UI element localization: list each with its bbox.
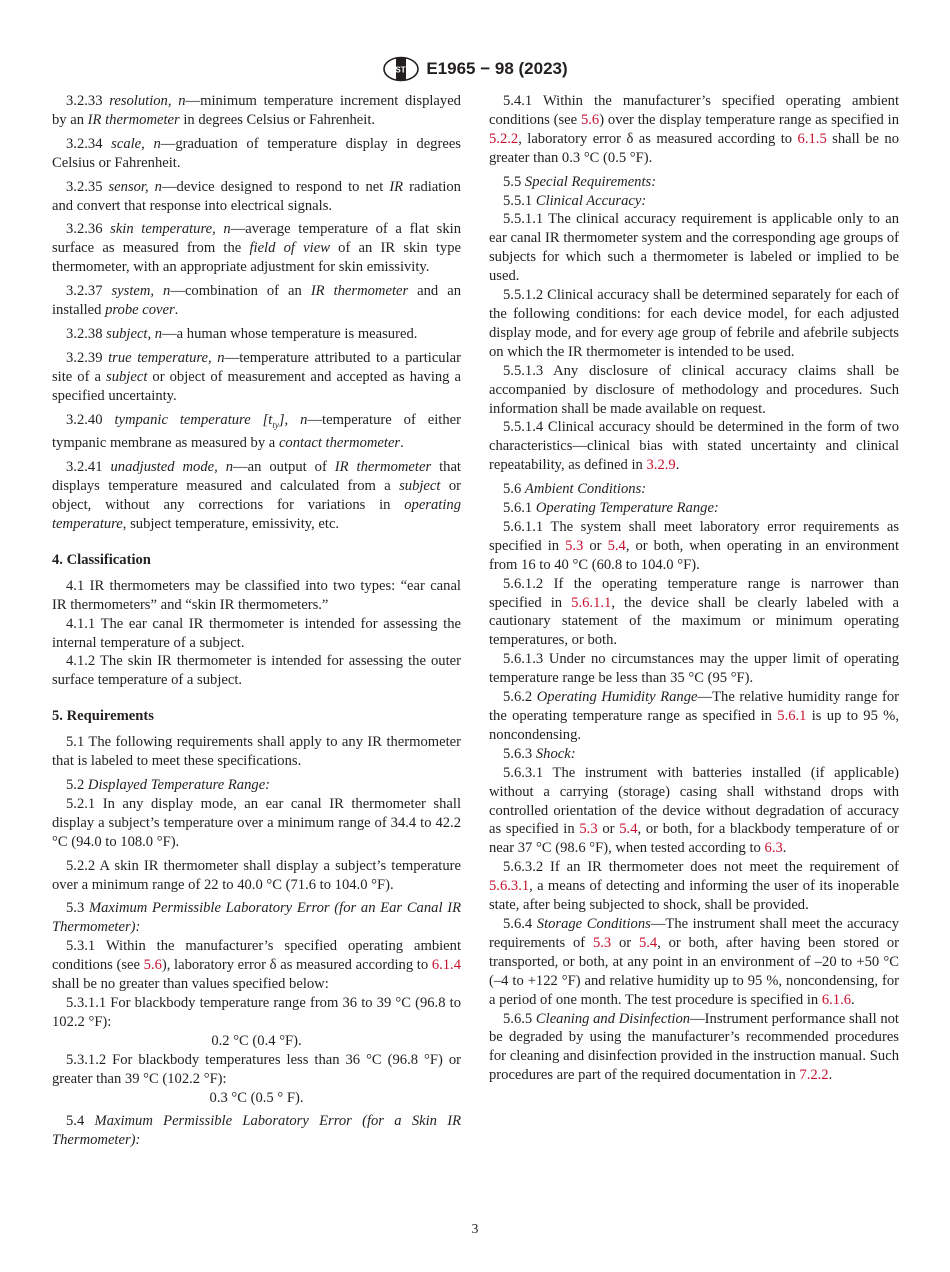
link-5-6[interactable]: 5.6 [580,111,600,128]
paragraph-5-4: 5.4 Maximum Permissible Laboratory Error (for a Skin IR Thermometer): [52,1113,461,1149]
definition-3-2-33: 3.2.33 resolution, n—minimum temperature increment displayed by an IR thermometer in degrees Celsius or Fahrenheit. [52,93,461,128]
paragraph-5-5-1-3: 5.5.1.3 Any disclosure of clinical accuracy claims shall be accompanied by disclosure of methodology and procedures. Such information shall be made available on request. [489,362,899,417]
link-5-3[interactable]: 5.3 [592,934,612,951]
definition-3-2-34: 3.2.34 scale, n—graduation of temperature display in degrees Celsius or Fahrenheit. [52,135,461,171]
definition-3-2-37: 3.2.37 system, n—combination of an IR thermometer and an installed probe cover. [52,283,461,319]
link-3-2-9[interactable]: 3.2.9 [646,457,676,474]
paragraph-5-1: 5.1 The following requirements shall apply to any IR thermometer that is labeled to meet these specifications. [52,734,461,770]
value-5-3-1-1: 0.2 °C (0.4 °F). [211,1032,302,1049]
paragraph-5-5: 5.5 Special Requirements: [503,173,657,190]
paragraph-5-5-1-1: 5.5.1.1 The clinical accuracy requirement is applicable only to an ear canal IR thermometer system and the corresponding age groups of subjects for which such a thermometer is labeled or implied to be used. [489,211,899,285]
paragraph-5-6-1-1: 5.6.1.1 The system shall meet laboratory error requirements as specified in 5.3 or 5.4, or both, when operating in an environment from 16 to 40 °C (60.8 to 104.0 °F). [489,518,900,573]
paragraph-5-3-1-2: 5.3.1.2 For blackbody temperatures less than 36 °C (96.8 °F) or greater than 39 °C (102.2 °F): [52,1051,461,1087]
paragraph-4-1-1: 4.1.1 The ear canal IR thermometer is intended for assessing the internal temperature of a subject. [52,615,461,651]
link-6-1-6[interactable]: 6.1.6 [821,991,852,1008]
link-5-6-1[interactable]: 5.6.1 [777,708,807,724]
section-heading-classification: 4. Classification [52,551,151,568]
link-5-3[interactable]: 5.3 [565,537,584,554]
paragraph-5-6-3-2: 5.6.3.2 If an IR thermometer does not meet the requirement of 5.6.3.1, a means of detecting and informing the user of its inoperable state, after being subjected to shock, shall be provided. [489,859,899,914]
paragraph-5-6-1: 5.6.1 Operating Temperature Range: [503,500,719,517]
svg-text:ASTM: ASTM [390,65,413,75]
link-5-6[interactable]: 5.6 [143,957,162,974]
paragraph-5-2: 5.2 Displayed Temperature Range: [66,777,271,793]
paragraph-5-3-1-1: 5.3.1.1 For blackbody temperature range from 36 to 39 °C (96.8 to 102.2 °F): [52,994,461,1030]
link-5-4[interactable]: 5.4 [607,537,626,554]
page-header [0,56,950,82]
paragraph-5-6-2: 5.6.2 Operating Humidity Range—The relative humidity range for the operating temperature range as specified in 5.6.1 is up to 95 %, noncondensing. [489,689,899,743]
paragraph-5-6-1-2: 5.6.1.2 If the operating temperature range is narrower than specified in 5.6.1.1, the device shall be clearly labeled with a cautionary statement of the maximum or minimum operating temperatures, or both. [489,575,900,649]
definition-3-2-35: 3.2.35 sensor, n—device designed to respond to net IR radiation and convert that response into electrical signals. [52,178,461,214]
paragraph-5-3-1: 5.3.1 Within the manufacturer’s specified operating ambient conditions (see 5.6), laboratory error δ as measured according to 6.1.4 shall be no greater than values specified below: [52,938,461,993]
paragraph-5-5-1: 5.5.1 Clinical Accuracy: [503,192,647,209]
paragraph-5-6: 5.6 Ambient Conditions: [503,481,647,498]
right-column [489,92,899,1085]
link-5-4[interactable]: 5.4 [638,934,658,951]
link-6-1-4[interactable]: 6.1.4 [431,957,461,974]
link-5-3[interactable]: 5.3 [579,821,598,838]
paragraph-4-1: 4.1 IR thermometers may be classified into two types: “ear canal IR thermometers” and “skin IR thermometers.” [52,577,461,613]
paragraph-5-3: 5.3 Maximum Permissible Laboratory Error (for an Ear Canal IR Thermometer): [52,900,461,936]
definition-3-2-36: 3.2.36 skin temperature, n—average temperature of a flat skin surface as measured from the field of view of an IR skin type thermometer, with an appropriate adjustment for skin emissivity. [52,221,461,276]
definition-3-2-39: 3.2.39 true temperature, n—temperature attributed to a particular site of a subject or object of measurement and accepted as having a specified uncertainty. [52,349,461,404]
paragraph-5-2-2: 5.2.2 A skin IR thermometer shall display a subject’s temperature over a minimum range of 22 to 40.0 °C (71.6 to 104.0 °F). [52,857,461,893]
page-number: 3 [471,1221,479,1236]
link-5-6-3-1[interactable]: 5.6.3.1 [489,878,530,895]
paragraph-5-6-3-1: 5.6.3.1 The instrument with batteries installed (if applicable) without a carrying (storage) casing shall withstand drops with controlled orientation of the device without degradation of accuracy as specified in 5.3 or 5.4, or both, for a blackbody temperature of or near 37 °C (98.6 °F), when tested according to 6.3. [489,764,899,857]
paragraph-5-5-1-4: 5.5.1.4 Clinical accuracy should be determined in the form of two characteristics—clinical bias with stated uncertainty and clinical repeatability, as defined in 3.2.9. [489,419,899,474]
left-column [52,92,461,1150]
paragraph-4-1-2: 4.1.2 The skin IR thermometer is intended for assessing the outer surface temperature of a subject. [52,653,461,689]
document-designation: E1965 − 98 (2023) [426,59,568,78]
paragraph-5-6-3: 5.6.3 Shock: [503,745,576,762]
paragraph-5-5-1-2: 5.5.1.2 Clinical accuracy shall be determined separately for each of the following conditions: for each device model, for each adjusted display mode, and for every age group of febrile and afebrile subjects on which the IR thermometer is intended to be used. [489,287,899,360]
section-heading-requirements: 5. Requirements [52,708,154,725]
link-5-4[interactable]: 5.4 [619,821,638,838]
astm-logo-icon [382,56,420,82]
paragraph-5-6-4: 5.6.4 Storage Conditions—The instrument shall meet the accuracy requirements of 5.3 or 5.4, or both, after having been stored or transported, or both, at any point in an environment of –20 to +50 °C (–4 to +122 °F) and relative humidity up to 95 %, noncondensing, for a period of one month. The test procedure is specified in 6.1.6. [489,915,899,1008]
link-6-3[interactable]: 6.3 [764,840,783,857]
paragraph-5-6-5: 5.6.5 Cleaning and Disinfection—Instrument performance shall not be degraded by using the manufacturer’s recommended procedures for cleaning and disinfection provided in the instruction manual. Such procedures are part of the required documentation in 7.2.2. [489,1010,899,1084]
value-5-3-1-2: 0.3 °C (0.5 ° F). [209,1089,304,1106]
link-5-2-2[interactable]: 5.2.2 [489,130,519,147]
definition-3-2-40: 3.2.40 tympanic temperature $[t_{ty}]$, n—temperature of either tympanic membrane as measured by a contact thermometer. [52,411,461,452]
link-5-6-1-1[interactable]: 5.6.1.1 [571,594,612,611]
link-6-1-5[interactable]: 6.1.5 [797,130,827,147]
link-7-2-2[interactable]: 7.2.2 [799,1067,829,1084]
definition-3-2-41: 3.2.41 unadjusted mode, n—an output of IR thermometer that displays temperature measured and calculated from a subject or object, without any corrections for variations in operating temperature, subject temperature, emissivity, etc. [52,459,461,533]
paragraph-5-4-1: 5.4.1 Within the manufacturer’s specified operating ambient conditions (see 5.6) over the display temperature range as specified in 5.2.2, laboratory error δ as measured according to 6.1.5 shall be no greater than 0.3 °C (0.5 °F). [489,93,899,166]
paragraph-5-2-1: 5.2.1 In any display mode, an ear canal IR thermometer shall display a subject’s temperature over a minimum range of 34.4 to 42.2 °C (94.0 to 108.0 °F). [52,795,461,850]
paragraph-5-6-1-3: 5.6.1.3 Under no circumstances may the upper limit of operating temperature range be less than 35 °C (95 °F). [489,651,899,687]
definition-3-2-38: 3.2.38 subject, n—a human whose temperature is measured. [66,325,418,342]
